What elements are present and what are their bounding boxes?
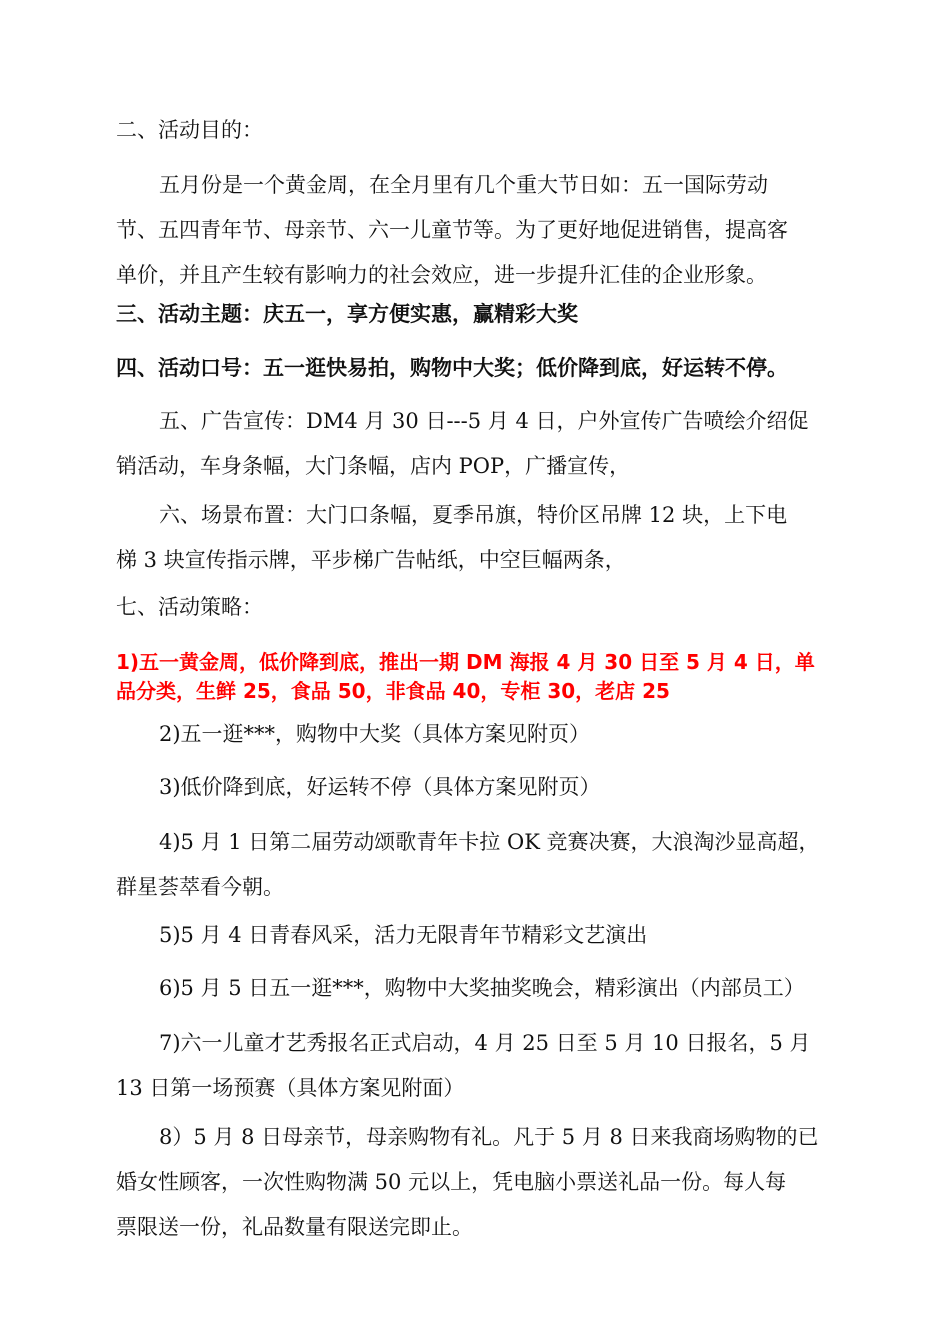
section-3-theme xyxy=(116,292,836,337)
strategy-1-line-1: 1)五一黄金周，低价降到底，推出一期 DM 海报 4 月 30 日至 5 月 4 日，单 xyxy=(116,650,815,674)
strategy-4 xyxy=(116,820,836,910)
section-6-line-2: 梯 3 块宣传指示牌，平步梯广告帖纸，中空巨幅两条， xyxy=(116,548,626,572)
section-2-heading-text: 二、活动目的： xyxy=(116,118,263,142)
section-7-heading xyxy=(116,585,836,630)
strategy-3 xyxy=(116,765,836,810)
strategy-5 xyxy=(116,913,836,958)
strategy-8-line-3: 票限送一份，礼品数量有限送完即止。 xyxy=(116,1215,473,1239)
purpose-line-2: 节、五四青年节、母亲节、六一儿童节等。为了更好地促进销售，提高客 xyxy=(116,218,788,242)
section-4-slogan-text: 四、活动口号：五一逛快易拍，购物中大奖；低价降到底，好运转不停。 xyxy=(116,356,788,380)
purpose-line-3: 单价，并且产生较有影响力的社会效应，进一步提升汇佳的企业形象。 xyxy=(116,263,767,287)
section-7-heading-text: 七、活动策略： xyxy=(116,595,263,619)
strategy-7-line-2: 13 日第一场预赛（具体方案见附面） xyxy=(116,1076,465,1100)
section-5-line-2: 销活动，车身条幅，大门条幅，店内 POP，广播宣传， xyxy=(116,454,631,478)
strategy-3-text: 3)低价降到底，好运转不停（具体方案见附页） xyxy=(159,775,601,799)
purpose-line-1: 五月份是一个黄金周，在全月里有几个重大节日如：五一国际劳动 xyxy=(159,173,768,197)
section-4-slogan xyxy=(116,346,836,391)
section-3-theme-text: 三、活动主题：庆五一，享方便实惠，赢精彩大奖 xyxy=(116,302,578,326)
strategy-2-text: 2)五一逛***，购物中大奖（具体方案见附页） xyxy=(159,722,591,746)
section-6-layout xyxy=(116,493,836,583)
strategy-8-line-1: 8）5 月 8 日母亲节，母亲购物有礼。凡于 5 月 8 日来我商场购物的已 xyxy=(159,1125,819,1149)
strategy-6-text: 6)5 月 5 日五一逛***，购物中大奖抽奖晚会，精彩演出（内部员工） xyxy=(159,976,805,1000)
strategy-1-highlight xyxy=(116,648,836,706)
strategy-1-line-2: 品分类，生鲜 25，食品 50，非食品 40，专柜 30，老店 25 xyxy=(116,679,670,703)
strategy-6 xyxy=(116,966,836,1011)
strategy-8 xyxy=(116,1115,836,1250)
section-5-line-1: 五、广告宣传：DM4 月 30 日---5 月 4 日，户外宣传广告喷绘介绍促 xyxy=(159,409,809,433)
section-6-line-1: 六、场景布置：大门口条幅，夏季吊旗，特价区吊牌 12 块，上下电 xyxy=(159,503,788,527)
purpose-paragraph xyxy=(116,163,836,298)
strategy-2 xyxy=(116,712,836,757)
strategy-4-line-1: 4)5 月 1 日第二届劳动颂歌青年卡拉 OK 竞赛决赛，大浪淘沙显高超， xyxy=(159,830,820,854)
section-2-heading xyxy=(116,108,836,153)
strategy-5-text: 5)5 月 4 日青春风采，活力无限青年节精彩文艺演出 xyxy=(159,923,648,947)
strategy-8-line-2: 婚女性顾客，一次性购物满 50 元以上，凭电脑小票送礼品一份。每人每 xyxy=(116,1170,787,1194)
section-5-advertising xyxy=(116,399,836,489)
strategy-7 xyxy=(116,1021,836,1111)
strategy-7-line-1: 7)六一儿童才艺秀报名正式启动，4 月 25 日至 5 月 10 日报名，5 月 xyxy=(159,1031,811,1055)
strategy-4-line-2: 群星荟萃看今朝。 xyxy=(116,875,284,899)
